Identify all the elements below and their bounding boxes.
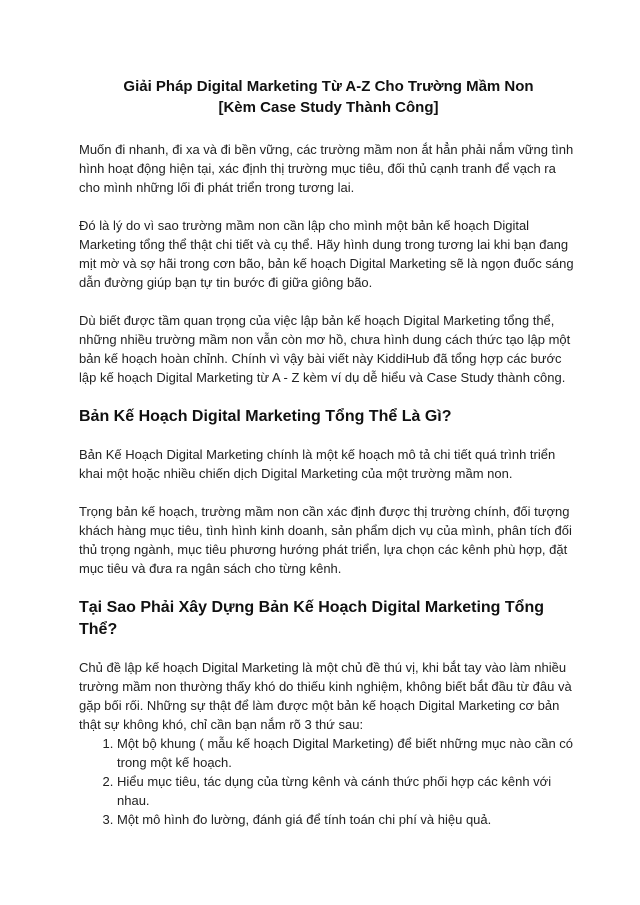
section-1-paragraph-2: Trọng bản kế hoạch, trường mầm non cần xác định được thị trường chính, đối tượng khách hàng mục tiêu, tình hình kinh doanh, sản phẩm dịch vụ của mình, phân tích đối thủ trọng ngành, mục tiêu phương hướng phát triển, lựa chọn các kênh phù hợp, đặt mục tiêu và đưa ra ngân sách cho từng kênh. (79, 504, 572, 576)
list-item: 3. Một mô hình đo lường, đánh giá để tính toán chi phí và hiệu quả. (117, 810, 578, 829)
document-title-line-1: Giải Pháp Digital Marketing Từ A-Z Cho Trường Mầm Non (123, 78, 534, 95)
requirements-list (79, 734, 578, 829)
document-title-line-2: [Kèm Case Study Thành Công] (218, 99, 439, 116)
intro-paragraph-1: Muốn đi nhanh, đi xa và đi bền vững, các trường mầm non ắt hẳn phải nắm vững tình hình hoạt động hiện tại, xác định thị trường mục tiêu, đối thủ cạnh tranh để vạch ra cho mình những lối đi phát triển trong tương lai. (79, 142, 574, 195)
intro-paragraph-2: Đó là lý do vì sao trường mầm non cần lập cho mình một bản kế hoạch Digital Marketing tổng thể thật chi tiết và cụ thể. Hãy hình dung trong tương lai khi bạn đang mịt mờ và sợ hãi trong cơn bão, bản kế hoạch Digital Marketing sẽ là ngọn đuốc sáng dẫn đường giúp bạn tự tin bước đi giữa giông bão. (79, 218, 574, 290)
section-1-heading: Bản Kế Hoạch Digital Marketing Tổng Thể Là Gì? (79, 408, 452, 425)
section-1-paragraph-1: Bản Kế Hoạch Digital Marketing chính là một kế hoạch mô tả chi tiết quá trình triển khai một hoặc nhiều chiến dịch Digital Marketing của một trường mầm non. (79, 447, 556, 481)
list-item: 2. Hiểu mục tiêu, tác dụng của từng kênh và cánh thức phối hợp các kênh với nhau. (117, 772, 578, 810)
intro-paragraph-3: Dù biết được tầm quan trọng của việc lập bản kế hoạch Digital Marketing tổng thể, những nhiều trường mầm non vẫn còn mơ hồ, chưa hình dung cách thức tạo lập một bản kế hoạch hoàn chỉnh. Chính vì vậy bài viết này KiddiHub đã tổng hợp các bước lập kế hoạch Digital Marketing từ A - Z kèm ví dụ dễ hiểu và Case Study thành công. (79, 313, 571, 385)
document-title (79, 76, 578, 118)
section-2-heading: Tại Sao Phải Xây Dựng Bản Kế Hoạch Digital Marketing Tổng Thể? (79, 599, 544, 638)
list-item: 1. Một bộ khung ( mẫu kế hoạch Digital Marketing) để biết những mục nào cần có trong một kế hoạch. (117, 734, 578, 772)
section-2-paragraph: Chủ đề lập kế hoạch Digital Marketing là một chủ đề thú vị, khi bắt tay vào làm nhiều trường mầm non thường thấy khó do thiếu kinh nghiệm, không biết bắt đầu từ đâu và gặp bối rối. Những sự thật để làm được một bản kế hoạch Digital Marketing cơ bản thật sự không khó, chỉ cần bạn nắm rõ 3 thứ sau: (79, 660, 572, 732)
